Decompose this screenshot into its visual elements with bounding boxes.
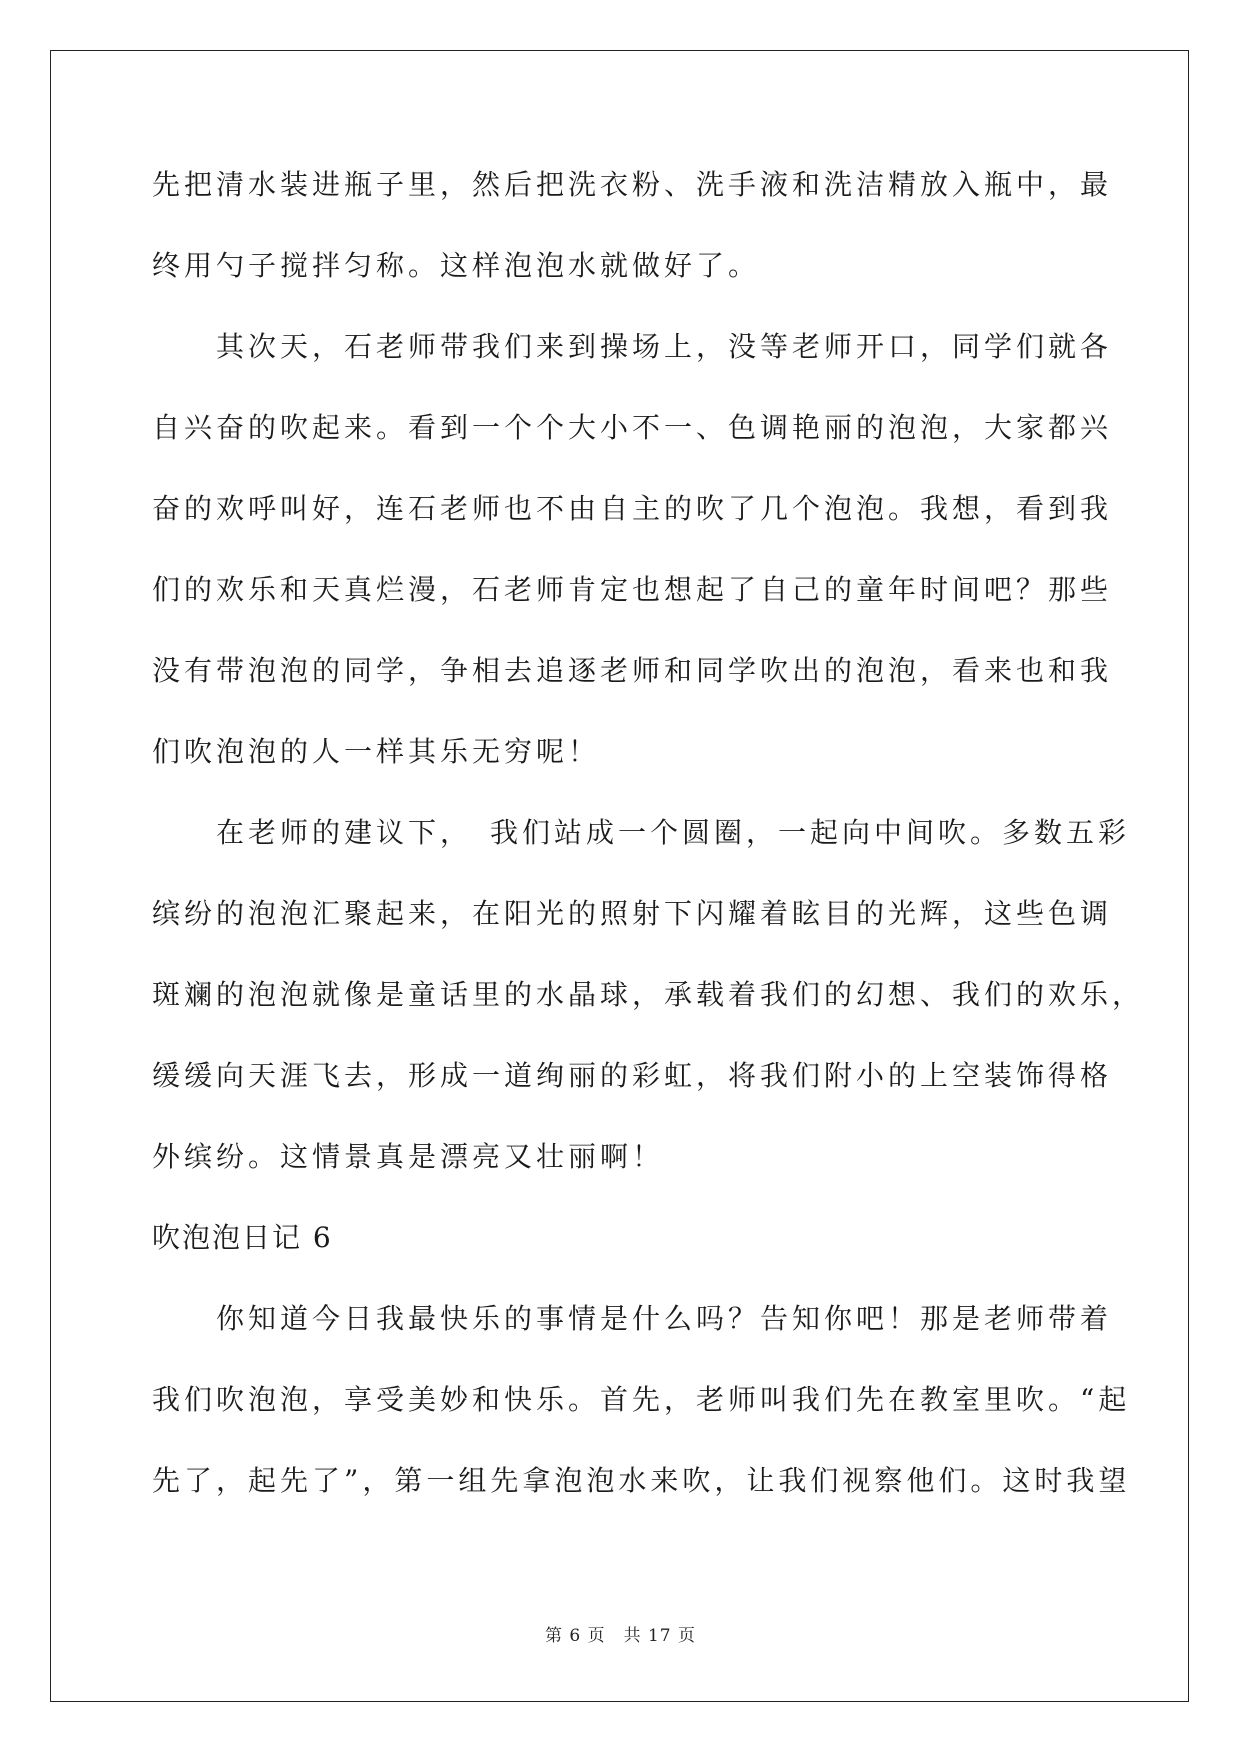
text-line: 你知道今日我最快乐的事情是什么吗？告知你吧！那是老师带着: [152, 1302, 1113, 1335]
section-heading: 吹泡泡日记 6: [152, 1221, 333, 1254]
text-line: 终用勺子搅拌匀称。这样泡泡水就做好了。: [152, 249, 761, 282]
text-line: 奋的欢呼叫好，连石老师也不由自主的吹了几个泡泡。我想，看到我: [152, 492, 1113, 525]
text-line: 先了，起先了”，第一组先拿泡泡水来吹，让我们视察他们。这时我望: [152, 1464, 1131, 1497]
text-line: 们的欢乐和天真烂漫，石老师肯定也想起了自己的童年时间吧？那些: [152, 573, 1113, 606]
text-line: 缓缓向天涯飞去，形成一道绚丽的彩虹，将我们附小的上空装饰得格: [152, 1059, 1113, 1092]
text-line: 先把清水装进瓶子里，然后把洗衣粉、洗手液和洗洁精放入瓶中，最: [152, 168, 1113, 201]
text-line: 我们吹泡泡，享受美妙和快乐。首先，老师叫我们先在教室里吹。“起: [152, 1383, 1131, 1416]
text-line: 外缤纷。这情景真是漂亮又壮丽啊！: [152, 1140, 665, 1173]
text-line: 们吹泡泡的人一样其乐无穷呢！: [152, 735, 601, 768]
text-line: 其次天，石老师带我们来到操场上，没等老师开口，同学们就各: [152, 330, 1113, 363]
page-number-footer: 第 6 页 共 17 页: [544, 1626, 697, 1646]
text-line: 没有带泡泡的同学，争相去追逐老师和同学吹出的泡泡，看来也和我: [152, 654, 1113, 687]
text-line: 缤纷的泡泡汇聚起来，在阳光的照射下闪耀着眩目的光辉，这些色调: [152, 897, 1113, 930]
text-line: 自兴奋的吹起来。看到一个个大小不一、色调艳丽的泡泡，大家都兴: [152, 411, 1113, 444]
text-line: 斑斓的泡泡就像是童话里的水晶球，承载着我们的幻想、我们的欢乐，: [152, 978, 1145, 1011]
text-line: 在老师的建议下， 我们站成一个圆圈，一起向中间吹。多数五彩: [152, 816, 1131, 849]
document-body: [152, 165, 1145, 1542]
